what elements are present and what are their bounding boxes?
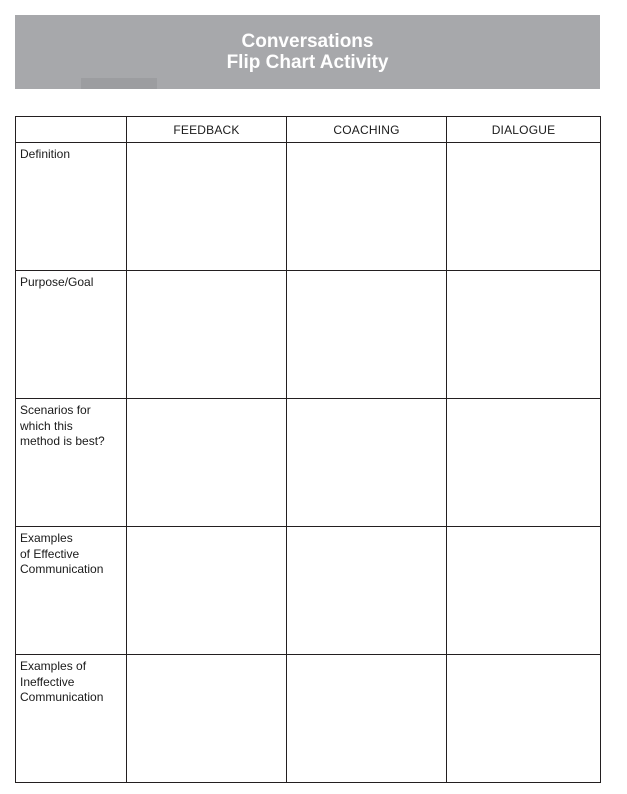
table-row xyxy=(16,655,601,783)
table-row xyxy=(16,399,601,527)
purpose-dialogue-cell[interactable] xyxy=(447,271,601,399)
effective-coaching-cell[interactable] xyxy=(287,527,447,655)
banner-tab-decoration xyxy=(81,78,157,89)
title-banner xyxy=(15,15,600,89)
table-row xyxy=(16,527,601,655)
row-label-effective-examples: Examples of Effective Communication xyxy=(16,527,127,655)
row-label-ineffective-examples: Examples of Ineffective Communication xyxy=(16,655,127,783)
column-header-dialogue: DIALOGUE xyxy=(447,117,601,143)
purpose-coaching-cell[interactable] xyxy=(287,271,447,399)
definition-dialogue-cell[interactable] xyxy=(447,143,601,271)
activity-table xyxy=(15,116,601,783)
table-row xyxy=(16,143,601,271)
header-row xyxy=(16,117,601,143)
scenarios-coaching-cell[interactable] xyxy=(287,399,447,527)
corner-header xyxy=(16,117,127,143)
ineffective-coaching-cell[interactable] xyxy=(287,655,447,783)
title-line-2: Flip Chart Activity xyxy=(226,52,389,73)
effective-feedback-cell[interactable] xyxy=(127,527,287,655)
definition-coaching-cell[interactable] xyxy=(287,143,447,271)
ineffective-feedback-cell[interactable] xyxy=(127,655,287,783)
ineffective-dialogue-cell[interactable] xyxy=(447,655,601,783)
title-line-1: Conversations xyxy=(241,31,374,52)
column-header-coaching: COACHING xyxy=(287,117,447,143)
column-header-feedback: FEEDBACK xyxy=(127,117,287,143)
scenarios-feedback-cell[interactable] xyxy=(127,399,287,527)
definition-feedback-cell[interactable] xyxy=(127,143,287,271)
effective-dialogue-cell[interactable] xyxy=(447,527,601,655)
row-label-purpose-goal: Purpose/Goal xyxy=(16,271,127,399)
purpose-feedback-cell[interactable] xyxy=(127,271,287,399)
row-label-scenarios: Scenarios for which this method is best? xyxy=(16,399,127,527)
row-label-definition: Definition xyxy=(16,143,127,271)
scenarios-dialogue-cell[interactable] xyxy=(447,399,601,527)
table-row xyxy=(16,271,601,399)
